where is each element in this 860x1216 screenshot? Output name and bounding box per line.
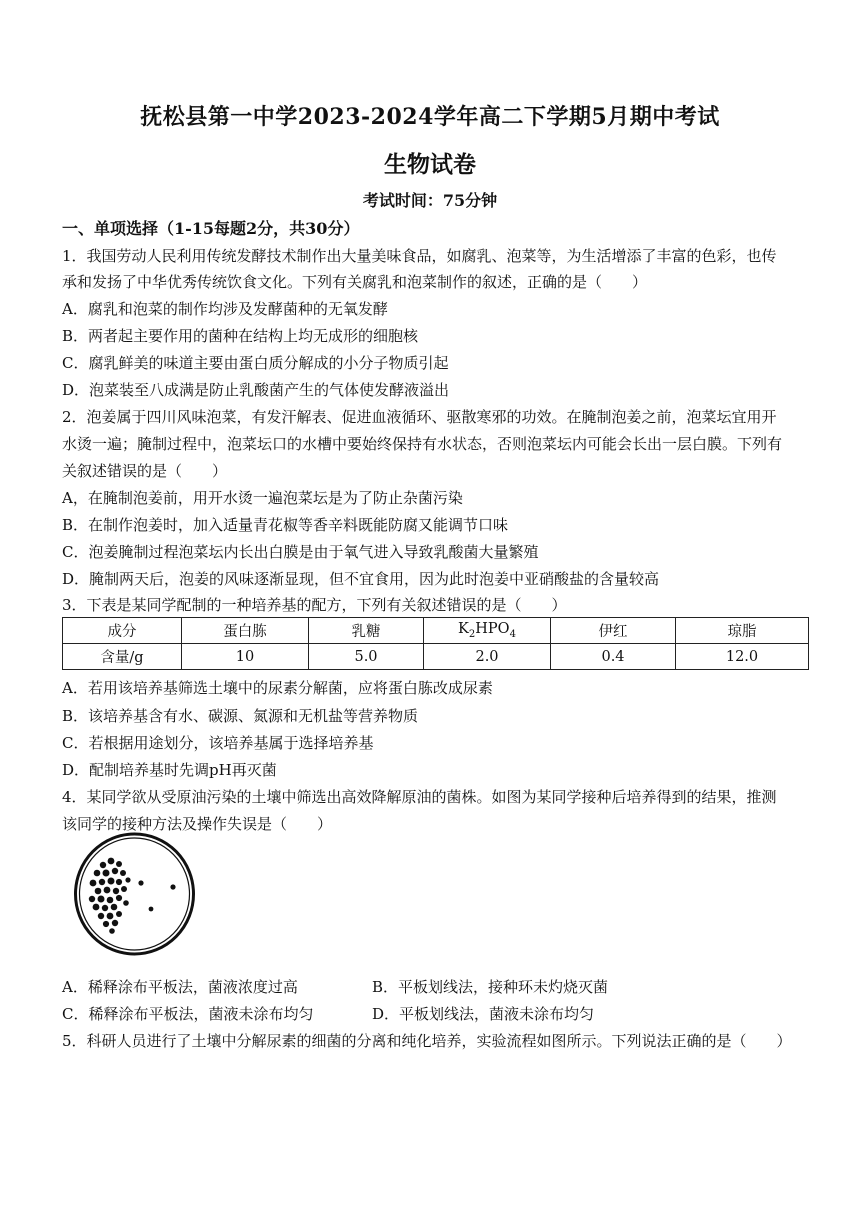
table-cell: 琼脂: [676, 618, 809, 644]
q2-option-a: A，在腌制泡姜前，用开水烫一遍泡菜坛是为了防止杂菌污染: [62, 489, 463, 507]
table-cell: 蛋白胨: [182, 618, 309, 644]
q3-option-c: C．若根据用途划分，该培养基属于选择培养基: [62, 734, 374, 752]
table-cell: 成分: [63, 618, 182, 644]
q2-stem-line2: 水烫一遍；腌制过程中，泡菜坛口的水槽中要始终保持有水状态，否则泡菜坛内可能会长出一层白膜。下列有: [62, 435, 783, 453]
q2-stem-line3: 关叙述错误的是（ ）: [62, 462, 228, 480]
q3-stem: 3．下表是某同学配制的一种培养基的配方，下列有关叙述错误的是（ ）: [62, 596, 567, 614]
formula-sub-4: 4: [509, 628, 516, 640]
q2-option-d: D．腌制两天后，泡姜的风味逐渐显现，但不宜食用，因为此时泡姜中亚硝酸盐的含量较高: [62, 570, 660, 588]
table-cell: 10: [182, 644, 309, 670]
q3-option-d: D．配制培养基时先调pH再灭菌: [62, 761, 277, 779]
q1-stem-line2: 承和发扬了中华优秀传统饮食文化。下列有关腐乳和泡菜制作的叙述，正确的是（ ）: [62, 273, 648, 291]
table-row: [63, 644, 809, 670]
table-cell: 伊红: [551, 618, 676, 644]
q2-stem-line1: 2．泡姜属于四川风味泡菜，有发汗解表、促进血液循环、驱散寒邪的功效。在腌制泡姜之前，泡菜坛宜用开: [62, 408, 777, 426]
q4-option-b: B．平板划线法，接种环未灼烧灭菌: [372, 978, 609, 996]
q1-stem-line1: 1．我国劳动人民利用传统发酵技术制作出大量美味食品，如腐乳、泡菜等，为生活增添了丰富的色彩，也传: [62, 247, 777, 265]
q4-stem-line1: 4．某同学欲从受原油污染的土壤中筛选出高效降解原油的菌株。如图为某同学接种后培养得到的结果，推测: [62, 788, 777, 806]
q4-option-d: D．平板划线法，菌液未涂布均匀: [372, 1005, 595, 1023]
table-cell: 12.0: [676, 644, 809, 670]
q2-option-c: C．泡姜腌制过程泡菜坛内长出白膜是由于氧气进入导致乳酸菌大量繁殖: [62, 543, 539, 561]
q3-option-b: B．该培养基含有水、碳源、氮源和无机盐等营养物质: [62, 707, 419, 725]
q1-option-c: C．腐乳鲜美的味道主要由蛋白质分解成的小分子物质引起: [62, 354, 449, 372]
q1-option-b: B．两者起主要作用的菌种在结构上均无成形的细胞核: [62, 327, 419, 345]
table-header-row: [63, 618, 809, 644]
q4-option-c: C．稀释涂布平板法，菌液未涂布均匀: [62, 1005, 314, 1023]
q1-option-d: D．泡菜装至八成满是防止乳酸菌产生的气体使发酵液溢出: [62, 381, 450, 399]
formula-sub-2: 2: [468, 628, 476, 640]
culture-medium-table: [62, 617, 809, 670]
table-cell: 乳糖: [309, 618, 424, 644]
q1-option-a: A．腐乳和泡菜的制作均涉及发酵菌种的无氧发酵: [62, 300, 388, 318]
petri-dish-figure: [73, 831, 196, 957]
table-cell: 2.0: [424, 644, 551, 670]
exam-time: 考试时间：75分钟: [362, 191, 498, 210]
exam-title: 抚松县第一中学2023-2024学年高二下学期5月期中考试: [140, 104, 720, 130]
table-cell: 0.4: [551, 644, 676, 670]
table-cell: 含量/g: [63, 644, 182, 670]
subject-title: 生物试卷: [384, 151, 476, 178]
formula-k: K: [458, 621, 469, 638]
q4-stem-line2: 该同学的接种方法及操作失误是（ ）: [62, 815, 333, 833]
q5-stem: 5．科研人员进行了土壤中分解尿素的细菌的分离和纯化培养，实验流程如图所示。下列说法正确的是（ ）: [62, 1032, 792, 1050]
q3-option-a: A．若用该培养基筛选土壤中的尿素分解菌，应将蛋白胨改成尿素: [62, 679, 493, 697]
section-heading: 一、单项选择（1-15每题2分，共30分）: [62, 219, 360, 238]
formula-hpo: HPO: [475, 621, 510, 638]
q4-option-a: A．稀释涂布平板法，菌液浓度过高: [62, 978, 298, 996]
table-cell-k2hpo4: [424, 618, 551, 644]
q2-option-b: B．在制作泡姜时，加入适量青花椒等香辛料既能防腐又能调节口味: [62, 516, 509, 534]
table-cell: 5.0: [309, 644, 424, 670]
